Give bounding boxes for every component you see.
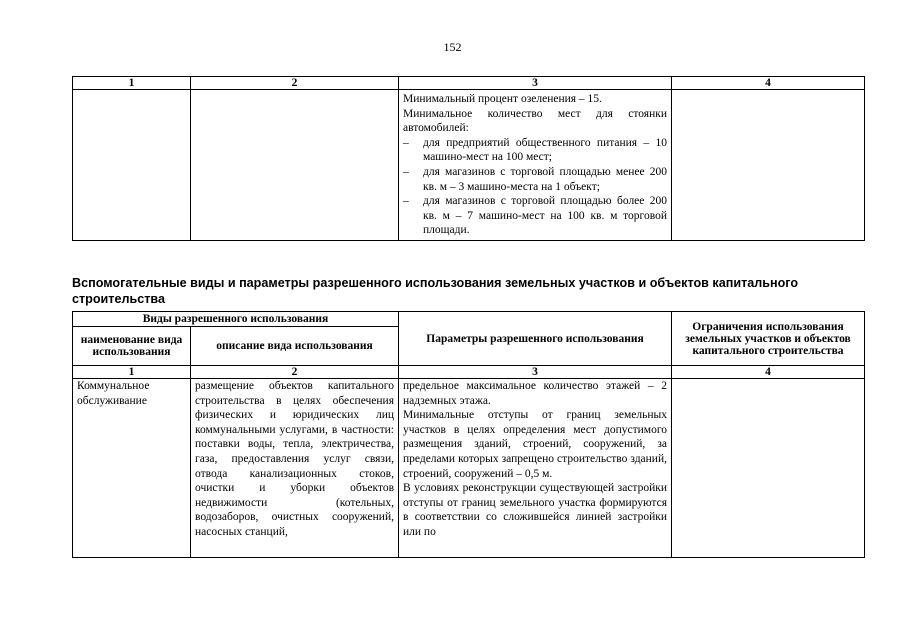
parameter-line: Минимальное количество мест для стоянки автомобилей: — [403, 107, 667, 135]
dash-bullet: – — [403, 195, 409, 208]
empty-cell — [191, 90, 399, 241]
header-name: наименование вида использования — [73, 327, 191, 366]
use-name: Коммунальное обслуживание — [77, 380, 150, 407]
use-name-cell — [73, 379, 191, 558]
column-number: 4 — [672, 77, 865, 90]
list-item-text: для предприятий общественного питания – 10 машино-мест на 100 мест; — [423, 136, 667, 164]
column-number: 2 — [191, 77, 399, 90]
column-number: 3 — [399, 366, 672, 379]
parameter-paragraph: В условиях реконструкции существующей застройки отступы от границ земельного участка формируются в соответствии со сложившейся линией застройки или по — [403, 482, 667, 538]
table-row — [73, 379, 865, 558]
section-heading: Вспомогательные виды и параметры разрешенного использования земельных участков и объектов капитального строительства — [72, 276, 799, 306]
parameter-paragraph: Минимальные отступы от границ земельных участков в целях определения мест допустимого размещения зданий, строений, сооружений, за пределами которых запрещено строительство зданий, строений, сооружений – 0,5 м. — [403, 409, 667, 480]
column-number: 2 — [191, 366, 399, 379]
list-item — [403, 136, 667, 165]
empty-cell — [73, 90, 191, 241]
list-item-text: для магазинов с торговой площадью более 200 кв. м – 7 машино-мест на 100 кв. м торговой площади. — [423, 195, 667, 237]
empty-cell — [672, 90, 865, 241]
restrictions-cell — [672, 379, 865, 558]
column-number: 1 — [73, 366, 191, 379]
column-number-row — [73, 366, 865, 379]
use-description-cell — [191, 379, 399, 558]
parameters-cell — [399, 379, 672, 558]
list-item — [403, 165, 667, 194]
list-item-text: для магазинов с торговой площадью менее 200 кв. м – 3 машино-места на 1 объект; — [423, 165, 667, 193]
continued-table — [72, 76, 865, 241]
header-parameters: Параметры разрешенного использования — [399, 312, 672, 366]
header-restrictions: Ограничения использования земельных участков и объектов капитального строительства — [672, 312, 865, 366]
parameter-paragraph: предельное максимальное количество этажей – 2 надземных этажа. — [403, 380, 667, 407]
dash-bullet: – — [403, 165, 409, 178]
parameter-line: Минимальный процент озеленения – 15. — [403, 93, 602, 105]
permitted-use-table — [72, 311, 865, 558]
column-number: 4 — [672, 366, 865, 379]
use-description: размещение объектов капитального строительства в целях обеспечения физических и юридических лиц коммунальными услугами, в частности: поставки воды, тепла, электричества, газа, предоставления услуг связи, отвода канализационных стоков, очистки и уборки объектов недвижимости (котельных, водозаборов, очистных сооружений, насосных станций, — [195, 380, 394, 538]
column-number: 1 — [73, 77, 191, 90]
dash-bullet: – — [403, 136, 409, 149]
parameters-block — [403, 379, 667, 557]
parameters-cell — [399, 90, 672, 241]
table-row — [73, 90, 865, 241]
column-number: 3 — [399, 77, 672, 90]
list-item — [403, 194, 667, 238]
column-number-row — [73, 77, 865, 90]
page-number: 152 — [443, 40, 462, 54]
header-description: описание вида использования — [191, 327, 399, 366]
header-row — [73, 312, 865, 327]
header-group: Виды разрешенного использования — [73, 312, 399, 327]
